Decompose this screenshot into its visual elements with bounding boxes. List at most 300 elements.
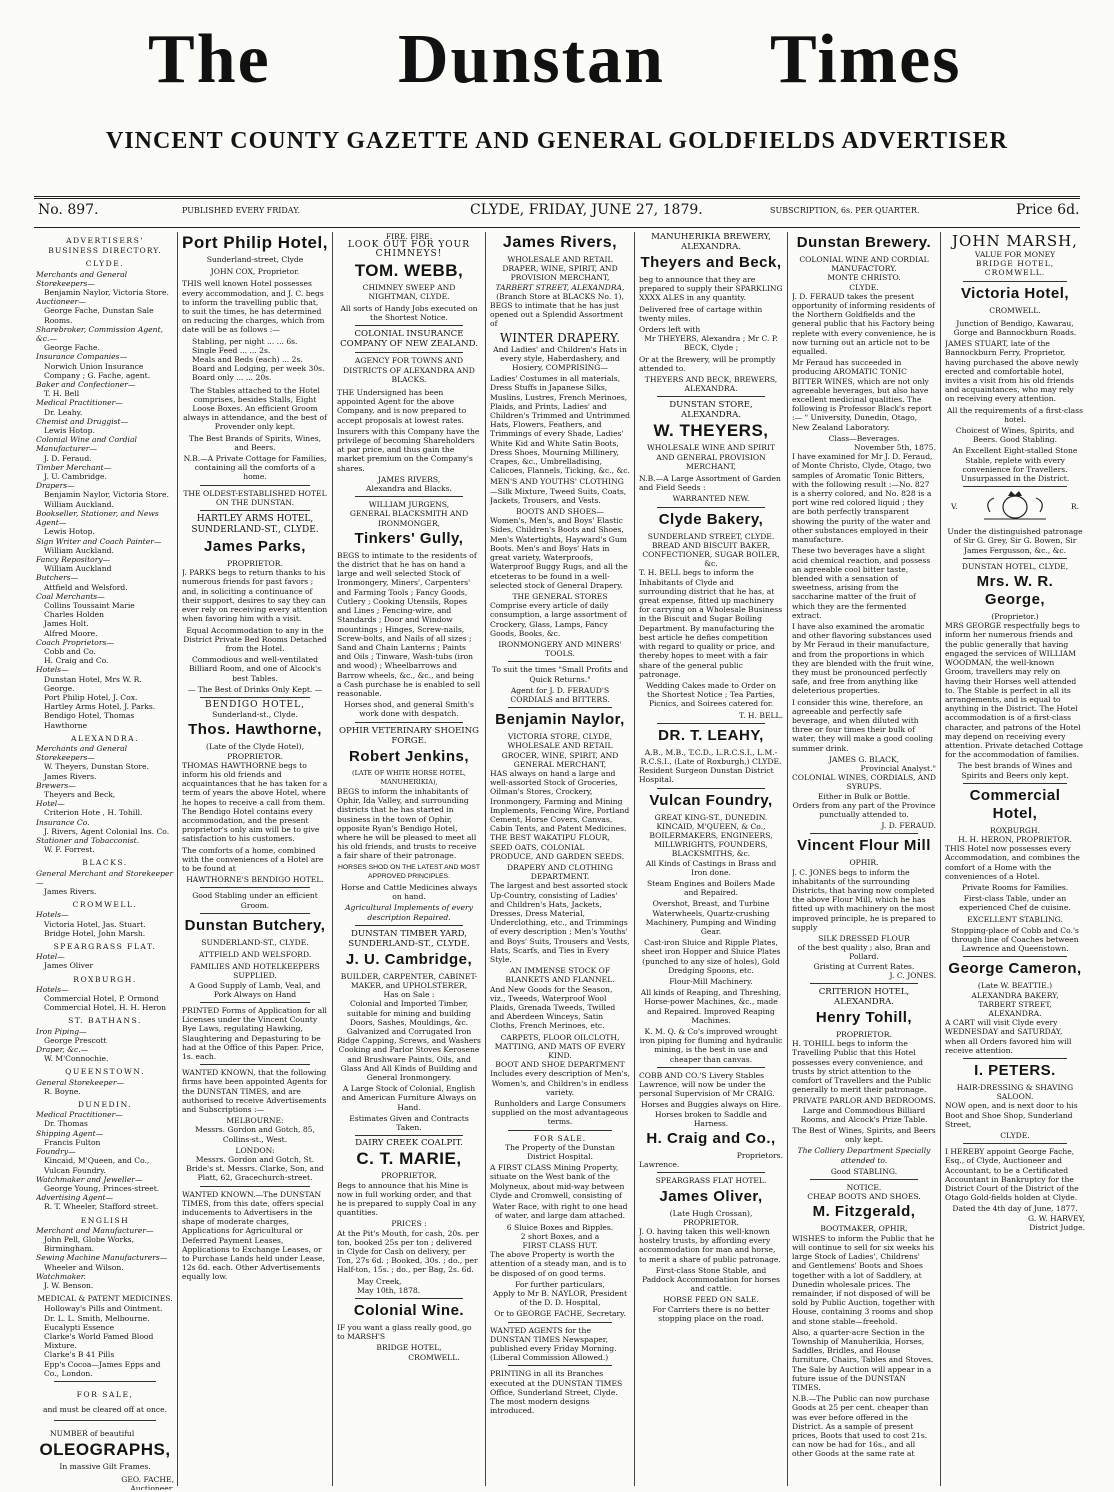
w-theyers-name: W. THEYERS, bbox=[653, 421, 769, 441]
w-theyers-role: WHOLESALE WINE AND SPIRIT AND GENERAL PROVISION MERCHANT, bbox=[646, 443, 776, 471]
price: Price 6d. bbox=[1016, 202, 1080, 218]
list-item: Dr. L. L. Smith, Melbourne. bbox=[44, 1313, 150, 1323]
william-jurgens-name: WILLIAM JURGENS, bbox=[368, 500, 450, 510]
list-item: General Storekeeper— bbox=[36, 1077, 125, 1087]
vulcan-reaping: All kinds of Reaping, and Threshing, Horse-power Machines, &c., made and Repaired. Improved Reaping Machines. bbox=[640, 988, 782, 1025]
list-item: J. W. Benson. bbox=[44, 1280, 94, 1290]
list-item: Stabling, per night ... ... 6s. bbox=[192, 336, 298, 346]
list-item: Sewing Machine Manufacturers— bbox=[36, 1253, 168, 1263]
robert-jenkins-text: BEGS to inform the inhabitants of Ophir, Ida Valley, and surrounding districts that he has started in business in the town of Ophir, opposite Ryan's Bendigo Hotel, where he will be pleased to meet all his old friends, and trusts to receive a fair share of their patronage. bbox=[337, 786, 477, 861]
divider bbox=[355, 325, 463, 326]
list-item: John Pell, Globe Works, Birmingham. bbox=[44, 1234, 134, 1254]
h-craig-name: H. Craig and Co., bbox=[646, 1130, 776, 1148]
top-rule bbox=[34, 196, 1080, 197]
commercial-hotel-town: ROXBURGH. bbox=[989, 825, 1040, 835]
dunstan-butchery-title: Dunstan Butchery, bbox=[184, 916, 326, 934]
henry-tohill-role: PROPRIETOR. bbox=[836, 1030, 892, 1040]
ju-cambridge-text: Colonial and Imported Timber, suitable for mining and building Doors, Sashes, Mouldings, &c. Galvanized and Corrugated Iron Ridge Capping, Screws, and Washers Cooking and Parlor Stoves Kerosene and Brushware Paints, Oils, and Glass And All Kinds of Building and General Ironmongery. bbox=[337, 999, 481, 1083]
for-sale-hut: FIRST CLASS HUT. bbox=[522, 1240, 598, 1250]
tom-webb-jobs: All sorts of Handy Jobs executed on the Shortest Notice. bbox=[340, 304, 478, 323]
london-agents: Messrs. Gordon and Gotch, St. Bride's st. Messrs. Clarke, Son, and Platt, 62, Gracechurch-street. bbox=[186, 1155, 324, 1183]
list-item: Eucalypti Essence bbox=[44, 1322, 115, 1332]
james-oliver-carriers: For Carriers there is no better stopping place on the road. bbox=[652, 1304, 770, 1323]
commercial-hotel-table: First-class Table, under an experienced Chef de cuisine. bbox=[959, 894, 1071, 913]
list-item: James Rivers. bbox=[44, 887, 97, 897]
tom-webb-name: TOM. WEBB, bbox=[354, 260, 464, 280]
tom-webb-role: CHIMNEY SWEEP AND NIGHTMAN, CLYDE. bbox=[362, 282, 456, 301]
list-item: Advertising Agent— bbox=[36, 1193, 114, 1203]
list-item: Drapers— bbox=[36, 481, 75, 491]
suit-times-text: To suit the times "Small Profits and Quick Returns." bbox=[491, 665, 629, 684]
list-item: R. T. Wheeler, Stafford street. bbox=[44, 1202, 159, 1212]
james-rivers-role: WHOLESALE AND RETAIL DRAPER, WINE, SPIRIT, AND PROVISION MERCHANT, bbox=[502, 255, 618, 283]
hartley-arms-title: HARTLEY ARMS HOTEL, SUNDERLAND-ST., CLYDE. bbox=[191, 514, 319, 536]
hartley-billiard: Commodious and well-ventilated Billiard Room, and one of Alcock's best Tables. bbox=[188, 655, 322, 683]
boots-shoes-heading: BOOTS AND SHOES— bbox=[516, 507, 604, 517]
list-item: Theyers and Beck, bbox=[44, 789, 116, 799]
list-item: Insurance Companies— bbox=[36, 352, 128, 362]
james-rivers-branch: (Branch Store at BLACKS No. 1), bbox=[496, 291, 624, 301]
benjamin-naylor-text: HAS always on hand a large and well-assorted Stock of Groceries, Oilman's Stores, Crockery, Ironmongery, Farming and Mining Implements, Fencing Wire, Portland Cement, Horse Covers, Canvas, Cabin Tents, and Patent Medicines. THE BEST WAKATIPU FLOUR, SEED OATS, COLONIAL PRODUCE, AND GARDEN SEEDS. bbox=[490, 768, 630, 861]
ironmongery-heading: IRONMONGERY AND MINERS' TOOLS. bbox=[498, 639, 622, 659]
general-stores-text: Comprise every article of daily consumption, a large assortment of Crockery, Glass, Lamps, Fancy Goods, Books, &c. bbox=[490, 601, 627, 638]
list-item: William Auckland. bbox=[44, 499, 114, 509]
dunstan-store-title: DUNSTAN STORE, ALEXANDRA. bbox=[669, 400, 753, 421]
for-sale-apply: Apply to Mr B. NAYLOR, President of the D. D. Hospital, bbox=[492, 1288, 628, 1308]
list-item: Foundry— bbox=[36, 1147, 76, 1157]
port-philip-nb: N.B.—A Private Cottage for Families, containing all the comforts of a home. bbox=[183, 454, 327, 482]
vulcan-overshot: Overshot, Breast, and Turbine Waterwheels, Quartz-crushing Machinery, Pumping and Winding Gear. bbox=[645, 899, 777, 936]
port-philip-proprietor: JOHN COX, Proprietor. bbox=[210, 267, 300, 277]
column-separator bbox=[177, 232, 178, 1486]
list-item: Benjamin Naylor, Victoria Store. bbox=[44, 490, 169, 500]
divider bbox=[200, 485, 310, 486]
divider bbox=[355, 1298, 463, 1299]
clyde-bakery-cakes: Wedding Cakes made to Order on the Shortest Notice ; Tea Parties, Picnics, and Soirees catered for. bbox=[646, 680, 776, 709]
divider bbox=[355, 352, 463, 353]
list-item: Auctioneer— bbox=[36, 297, 86, 307]
vulcan-castiron: Cast-iron Sluice and Ripple Plates, sheet iron Hopper and Sluice Plates (punched to any size of holes), Gold Dredging Spoons, etc. bbox=[641, 938, 781, 975]
for-sale-further: For further particulars, bbox=[515, 1279, 605, 1289]
column-separator bbox=[940, 232, 941, 1486]
vulcan-foundry-title: Vulcan Foundry, bbox=[649, 791, 773, 809]
list-item: Dunstan Hotel, Mrs W. R. George. bbox=[44, 674, 142, 693]
directory-town: MEDICAL & PATENT MEDICINES. bbox=[37, 1294, 173, 1304]
forsale-text: and must be cleared off at once. bbox=[42, 1405, 167, 1415]
hartley-accommodation: Equal Accommodation to any in the District Private Bed Rooms Detached from the Hotel. bbox=[183, 625, 327, 653]
list-item: Collins Toussaint Marie bbox=[44, 600, 135, 610]
tinkers-gully-title: Tinkers' Gully, bbox=[354, 529, 464, 547]
vulcan-foundry-address: GREAT KING-ST., DUNEDIN. bbox=[654, 812, 768, 822]
list-item: Hartley Arms Hotel, J. Parks. bbox=[44, 702, 156, 712]
list-item: Sharebroker, Commission Agent, &c.— bbox=[36, 324, 164, 344]
oldest-hotel: THE OLDEST-ESTABLISHED HOTEL ON THE DUNSTAN. bbox=[183, 488, 327, 507]
list-item: Medical Practitioner— bbox=[36, 398, 123, 408]
oleographs-role: Auctioneer. bbox=[130, 1483, 174, 1490]
dairy-creek-title: DAIRY CREEK COALPIT. bbox=[355, 1138, 463, 1149]
john-marsh-name: JOHN MARSH, bbox=[952, 232, 1078, 250]
list-item: Bridge Hotel, John Marsh. bbox=[44, 928, 146, 938]
victoria-store-label: VICTORIA STORE, CLYDE, bbox=[507, 732, 613, 742]
directory-town: CLYDE. bbox=[85, 259, 125, 269]
victoria-hotel-junction: Junction of Bendigo, Kawarau, Gorge and Bannockburn Roads. bbox=[953, 318, 1077, 338]
directory-title: BUSINESS DIRECTORY. bbox=[48, 246, 162, 256]
masthead-word-times: Times bbox=[770, 21, 962, 98]
printed-forms-text: PRINTED Forms of Application for all Licenses under the Vincent County Bye Laws, regulating Hawking, Slaughtering and Depasturing to be had at the Office of this Paper. Price, 1s. each. bbox=[182, 1006, 327, 1062]
m-fitzgerald-nb: N.B.—The Public can now purchase Goods at 25 per cent. cheaper than was ever before offered in the District. As a sample of present prices, Boots that used to cost 21s. can now be had for 16s., and all other Goods at the same rate at bbox=[792, 1394, 930, 1459]
w-theyers-nb: N.B.—A Large Assortment of Garden and Field Seeds : bbox=[639, 474, 781, 493]
list-item: Clarke's B 41 Pills bbox=[44, 1350, 115, 1360]
divider bbox=[200, 697, 310, 698]
list-item: Port Philip Hotel, J. Cox. bbox=[44, 692, 138, 702]
list-item: Single Feed ... ... 2s. bbox=[192, 345, 271, 355]
divider bbox=[508, 707, 612, 708]
bendigo-hotel-title: BENDIGO HOTEL, bbox=[205, 699, 305, 710]
theyers-beck-delivered: Delivered free of cartage within twenty miles. bbox=[639, 304, 763, 323]
colonial-insurance-text: THE Undersigned has been appointed Agent for the above Company, and is now prepared to accept proposals at lowest rates. bbox=[337, 388, 467, 425]
list-item: Charles Holden bbox=[44, 610, 104, 620]
victoria-hotel-stable: An Excellent Eight-stalled Stone Stable, replete with every convenience for Travellers. Unsurpassed in the District. bbox=[952, 446, 1078, 484]
london-label: LONDON: bbox=[235, 1145, 275, 1155]
for-sale-body: A FIRST CLASS Mining Property, situate on the West bank of the Molyneux, about mid-way between Clyde and Cromwell, consisting of bbox=[490, 1163, 625, 1200]
list-item: George Young, Princes-street. bbox=[44, 1183, 160, 1193]
i-peters-text: NOW open, and is next door to his Boot and Shoe Shop, Sunderland Street, bbox=[945, 1101, 1078, 1129]
list-item: Merchant and Manufacturer— bbox=[36, 1225, 154, 1235]
column-7 bbox=[945, 232, 1085, 1490]
james-rivers-title: James Rivers, bbox=[502, 234, 618, 251]
harvey-role: District Judge. bbox=[1029, 1222, 1085, 1232]
carpets-heading: CARPETS, FLOOR OILCLOTH, MATTING, AND MATS OF EVERY KIND. bbox=[494, 1032, 626, 1061]
list-item: T. H. Bell bbox=[44, 389, 80, 399]
mrs-george-name: Mrs. W. R. George, bbox=[976, 573, 1054, 609]
divider bbox=[963, 558, 1067, 559]
victoria-hotel-choicest: Choicest of Wines, Spirits, and Beers. Good Stabling. bbox=[955, 426, 1075, 445]
dunstan-hotel-title: DUNSTAN HOTEL, CLYDE, bbox=[961, 561, 1069, 571]
dateline: CLYDE, FRIDAY, JUNE 27, 1879. bbox=[470, 202, 703, 218]
divider bbox=[200, 1064, 310, 1065]
list-item: Sign Writer and Coach Painter— bbox=[36, 536, 162, 546]
column-5 bbox=[639, 232, 783, 1490]
divider bbox=[200, 1002, 310, 1003]
list-item: James Rivers. bbox=[44, 771, 97, 781]
divider bbox=[200, 1186, 310, 1187]
fire-heading: FIRE. FIRE. bbox=[385, 232, 433, 241]
commercial-hotel-text: THIS Hotel now possesses every Accommodation, and combines the comfort of a Home with the conveniences of a Hotel. bbox=[945, 844, 1080, 881]
list-item: Coach Proprietors— bbox=[36, 637, 114, 647]
list-item: R. Boyne. bbox=[44, 1086, 81, 1096]
list-item: W. M'Connochie. bbox=[44, 1054, 109, 1064]
ju-cambridge-name: J. U. Cambridge, bbox=[345, 950, 473, 968]
list-item: Commercial Hotel, P. Ormond bbox=[44, 994, 159, 1004]
wanted-known-2-text: WANTED KNOWN.—The DUNSTAN TIMES, from this date, offers special inducements to Advertisers in the shape of moderate charges, Applications for Agricultural or Deferred Payment Leases, Applications to Exchange Leases, or to Purchase Lands held under Lease, 12s 6d. each. Other Advertisements equally low. bbox=[182, 1189, 325, 1282]
william-jurgens-horses: Horses shod, and general Smith's work done with despatch. bbox=[344, 700, 474, 719]
column-6 bbox=[792, 232, 936, 1490]
royal-v-letter: V. bbox=[951, 502, 958, 512]
bendigo-text: THOMAS HAWTHORNE begs to inform his old friends and acquaintances that he has taken for a term of years the above Hotel, where he hopes to receive a call from them. The Bendigo Hotel contains every accommodation, and the present proprietor's only aim will be to give satisfaction to his customers. bbox=[182, 760, 328, 844]
robert-jenkins-late: (LATE OF WHITE HORSE HOTEL, MANUHERIKIA), bbox=[352, 768, 466, 786]
cobb-co-text: COBB AND CO.'S Livery Stables Lawrence, will now be under the personal Supervision of Mr CRAIG. bbox=[639, 1070, 775, 1099]
patronage-text: Under the distinguished patronage of Sir G. Grey, Sir G. Bowen, Sir James Fergusson, &c., &c. bbox=[947, 527, 1083, 555]
list-item: Draper, &c.— bbox=[36, 1045, 89, 1055]
list-item: J. D. Feraud. bbox=[44, 453, 92, 463]
thos-hawthorne-role: PROPRIETOR. bbox=[227, 751, 283, 761]
w-theyers-warranted: WARRANTED NEW. bbox=[672, 494, 750, 504]
list-item: Hotel— bbox=[36, 799, 65, 809]
masthead-word-the: The bbox=[148, 21, 271, 98]
bridge-hotel-label: BRIDGE HOTEL, CROMWELL. bbox=[975, 259, 1055, 278]
list-item: Watchmaker. bbox=[36, 1271, 86, 1281]
directory-town: DUNEDIN. bbox=[77, 1100, 133, 1110]
value-for-money: VALUE FOR MONEY bbox=[974, 250, 1056, 259]
divider bbox=[355, 925, 463, 926]
feraud-class: Class—Beverages. bbox=[828, 433, 900, 443]
list-item: Board and Lodging, per week 30s. bbox=[192, 364, 325, 374]
james-parks-name: James Parks, bbox=[204, 538, 306, 556]
divider bbox=[963, 783, 1067, 784]
royal-crest-row bbox=[945, 490, 1085, 524]
harvey-notice-date: Dated the 4th day of June, 1877. bbox=[952, 1204, 1078, 1214]
victoria-hotel-requirements: All the requirements of a first-class hotel. bbox=[947, 405, 1083, 424]
new-goods-text: And New Goods for the Season, viz., Tweeds, Waterproof Wool Plaids, Grenada Tweeds, Twilled and Aberdeen Winceys, Satin Cloths, French Merinoes, etc. bbox=[490, 984, 616, 1031]
harvey-signature: G. W. HARVEY, bbox=[1028, 1213, 1085, 1223]
harvey-notice-text: I HEREBY appoint George Fache, Esq., of Clyde, Auctioneer and Accountant, to be a Certificated Accountant in Bankruptcy for the District Court of the District of the Otago Gold-fields holden at Clyde. bbox=[945, 1147, 1079, 1203]
list-item: Hotel— bbox=[36, 952, 65, 962]
for-sale-or: Or to GEORGE FACHE, Secretary. bbox=[494, 1309, 626, 1319]
clyde-bakery-text: T. H. BELL begs to inform the Inhabitants of Clyde and surrounding district that he has, at great expense, fitted up machinery for carrying on a Wholesale Business in the Biscuit and Sugar Boiling Department. By manufacturing the best article he defies competition with regard to quality or price, and thereby hopes to meet with a fair share of the general public patronage. bbox=[639, 568, 783, 679]
divider bbox=[657, 788, 765, 789]
list-item: Baker and Confectioner— bbox=[36, 380, 136, 390]
for-sale-water: Water Race, with right to one head of water, and large dam attached. bbox=[492, 1202, 628, 1221]
boots-shoes-text: Women's, Men's, and Boys' Elastic Sides, Children's Boots and Shoes, Men's Watertights, Hayward's Gum Boots. Men's and Boys' Hats in great variety, Waterproofs, Waterproof Buggy Rugs, and all the etceteras to be found in a well-selected stock of General Drapery. bbox=[490, 516, 628, 590]
theyers-beck-name: Theyers and Beck, bbox=[640, 254, 782, 271]
royal-crest-icon bbox=[980, 490, 1050, 522]
divider bbox=[54, 1381, 156, 1382]
divider bbox=[508, 1322, 612, 1323]
dunstan-timber-yard-title: DUNSTAN TIMBER YARD, SUNDERLAND-ST., CLYDE. bbox=[348, 928, 470, 949]
robert-jenkins-name: Robert Jenkins, bbox=[348, 747, 470, 765]
william-jurgens-role: GENERAL BLACKSMITH AND IRONMONGER, bbox=[349, 509, 469, 528]
thos-hawthorne-late: (Late of the Clyde Hotel), bbox=[206, 742, 304, 752]
dunstan-butchery-address: SUNDERLAND-ST., CLYDE. bbox=[201, 937, 309, 947]
dunstan-brewery-title: Dunstan Brewery. bbox=[796, 234, 932, 251]
monte-christo-town: CLYDE. bbox=[849, 282, 879, 292]
list-item: Brewers— bbox=[36, 780, 76, 790]
drapery-department-heading: DRAPERY AND CLOTHING DEPARTMENT. bbox=[507, 862, 613, 882]
divider bbox=[508, 661, 612, 662]
list-item: J. U. Cambridge. bbox=[44, 472, 107, 482]
h-craig-proprietors: Proprietors. bbox=[736, 1151, 783, 1161]
port-philip-brands: The Best Brands of Spirits, Wines, and Beers. bbox=[188, 433, 322, 452]
list-item: Commercial Hotel, H. H. Heron bbox=[44, 1003, 167, 1013]
speargrass-hotel-title: SPEARGRASS FLAT HOTEL. bbox=[655, 1176, 767, 1186]
issue-number: No. 897. bbox=[38, 202, 99, 218]
james-rivers-address: TARBERT STREET, ALEXANDRA, bbox=[495, 282, 625, 292]
feraud-report-4: I consider this wine, therefore, an agreeable and perfectly safe beverage, and when diluted with three or four times their bulk of water, they will make a good cooling summer drink. bbox=[792, 697, 933, 753]
commercial-hotel-proprietor: H. H. HERON, PROPRIETOR. bbox=[958, 834, 1072, 844]
divider bbox=[810, 1179, 918, 1180]
ct-marie-prices-label: PRICES : bbox=[391, 1219, 427, 1229]
james-oliver-role: PROPRIETOR. bbox=[683, 1217, 739, 1227]
william-jurgens-text: BEGS to intimate to the residents of the district that he has on hand a large and well selected Stock of Ironmongery, Miners', Carpenters' and Farming Tools ; Fancy Goods, Cutlery ; Cooking Utensils, Ropes and Lines ; Fencing-wire, and Standards ; Door and Window mountings ; Hinges, Screw-nails, Screw-bolts, and Nails of all sizes ; Sand and Chain Lanterns ; Paints and Oils ; Tinware, Wash-tubs (iron and wood) ; Wheelbarrows and Barrow wheels, &c., &c., and being a Cash purchase he is enabled to sell reasonable. bbox=[337, 550, 481, 698]
ophir-veterinary-title: OPHIR VETERINARY SHOEING FORGE. bbox=[338, 725, 480, 746]
list-item: Meals and Beds (each) ... 2s. bbox=[192, 355, 303, 365]
i-peters-name: I. PETERS. bbox=[974, 1062, 1056, 1079]
colonial-wine-manufactory: COLONIAL WINE AND CORDIAL MANUFACTORY. bbox=[799, 255, 929, 274]
list-item: W. F. Forrest. bbox=[44, 845, 95, 855]
benjamin-naylor-name: Benjamin Naylor, bbox=[495, 711, 625, 729]
feraud-orders: Orders from any part of the Province punctually attended to. bbox=[792, 800, 936, 819]
oleographs-title: OLEOGRAPHS, bbox=[39, 1439, 171, 1459]
george-cameron-late: (Late W. BEATTIE.) bbox=[977, 981, 1053, 991]
column-3 bbox=[337, 232, 481, 1490]
silk-dressed-flour: SILK DRESSED FLOUR bbox=[818, 934, 910, 944]
bendigo-hotel-address: Sunderland-st., Clyde. bbox=[212, 710, 298, 720]
info-bar bbox=[34, 202, 1080, 226]
list-item: Coal Merchants— bbox=[36, 591, 105, 601]
drapery-department-text: The largest and best assorted stock Up-Country, consisting of Ladies' and Children's Hats, Jackets, Dresses, Dress Material, Underclothing, etc., and Trimmings of every description ; Men's Youths' and Boys' Suits, Trousers and Vests, Hats, Scarfs, and Ties in Every Style. bbox=[490, 881, 630, 965]
divider bbox=[200, 510, 310, 511]
dr-leahy-qualifications: A.B., M.B., T.C.D., L.R.C.S.I., L.M.-R.C.S.I., (Late of Roxburgh,) CLYDE. bbox=[640, 747, 782, 766]
colliery-department: The Colliery Department Specially attended to. bbox=[797, 1146, 931, 1165]
vulcan-engines: Steam Engines and Boilers Made and Repaired. bbox=[646, 878, 776, 898]
m-fitzgerald-role: BOOTMAKER, OPHIR, bbox=[820, 1224, 908, 1234]
list-item: Clarke's World Famed Blood Mixture. bbox=[44, 1331, 154, 1351]
column-separator bbox=[332, 232, 333, 1486]
column-separator bbox=[787, 232, 788, 1486]
colonial-wine-text: IF you want a glass really good, go to MARSH'S bbox=[337, 1323, 472, 1342]
list-item: Epp's Cocoa—James Epps and Co., London. bbox=[44, 1359, 161, 1378]
feraud-analyst-role: Provincial Analyst." bbox=[860, 763, 936, 773]
ju-cambridge-estimates: Estimates Given and Contracts Taken. bbox=[349, 1113, 469, 1133]
divider bbox=[657, 1172, 765, 1173]
victoria-hotel-text: JAMES STUART, late of the Bannockburn Ferry, Proprietor, having purchased the above newly erected and comfortable hotel, invites a visit from his old friends and acquaintances, who may rely on receiving every attention. bbox=[945, 339, 1079, 404]
list-item: Dr. Leahy. bbox=[44, 407, 83, 417]
list-item: Bookseller, Stationer, and News Agent— bbox=[36, 508, 159, 528]
column-4 bbox=[490, 232, 630, 1490]
top-rule-2 bbox=[34, 198, 1080, 199]
robert-jenkins-agricultural: Agricultural Implements of every description Repaired. bbox=[345, 903, 473, 922]
feraud-bulk: Either in Bulk or Bottle. bbox=[817, 791, 911, 801]
divider bbox=[200, 887, 310, 888]
directory-town: ROXBURGH. bbox=[73, 974, 137, 984]
good-stabling: Good STABLING. bbox=[830, 1166, 898, 1176]
list-item: Hotels— bbox=[36, 910, 69, 920]
james-oliver-stable: First-class Stone Stable, and Paddock Accommodation for horses and cattle. bbox=[642, 1265, 780, 1294]
theyers-beck-orders-3: Or at the Brewery, will be promptly attended to. bbox=[639, 354, 776, 373]
george-cameron-name: George Cameron, bbox=[948, 960, 1082, 978]
m-fitzgerald-text-2: Also, a quarter-acre Section in the Township of Manuherikia, Horses, Saddles, Bridles, and House furniture, Chairs, Tables and Stoves. The Sale by Auction will appear in a future issue of the DUNSTAN TIMES. bbox=[792, 1327, 934, 1392]
vincent-flour-mill-title: Vincent Flour Mill bbox=[797, 837, 931, 855]
cobb-co-horses: Horses and Buggies always on Hire. Horses broken to Saddle and Harness. bbox=[641, 1100, 781, 1128]
victoria-hotel-title: Victoria Hotel, bbox=[960, 284, 1070, 302]
blankets-heading: AN IMMENSE STOCK OF BLANKETS AND FLANNEL. bbox=[505, 966, 615, 985]
mrs-george-text: MRS GEORGE respectfully begs to inform her numerous friends and the public generally that having engaged the services of WILLIAM WOODMAN, the well-known Groom, travellers may rely on having their Horses well attended to. The Stable is perfect in all its arrangements, and is equal to anything in the District. The Hotel accommodation is of a first-class character, and patrons of the Hotel may depend on receiving every attention. Private detached Cottage for the accommodation of families. bbox=[945, 621, 1083, 760]
feraud-text-2: Mr Feraud has succeeded in producing AROMATIC TONIC BITTER WINES, which are not only agreeable beverages, but also have excellent medicinal qualities. The following is Professor Black's report :— " University, Dunedin, Otago, New Zealand Laboratory. bbox=[792, 358, 932, 432]
list-item: Holloway's Pills and Ointment. bbox=[44, 1304, 163, 1314]
commercial-hotel-rooms: Private Rooms for Families. bbox=[961, 882, 1069, 892]
list-item: George Fache, Dunstan Sale Rooms. bbox=[44, 306, 154, 325]
list-item: Butchers— bbox=[36, 573, 79, 583]
hartley-drinks: — The Best of Drinks Only Kept. — bbox=[187, 684, 323, 694]
m-fitzgerald-name: M. Fitzgerald, bbox=[812, 1203, 916, 1221]
royal-r-letter: R. bbox=[1070, 502, 1079, 512]
divider bbox=[355, 722, 463, 723]
list-item: Medical Practitioner— bbox=[36, 1110, 123, 1120]
port-philip-stables: The Stables attached to the Hotel comprises, besides Stalls, Eight Loose Boxes. An efficient Groom always in attendance, and the best of Provender only kept. bbox=[183, 385, 327, 432]
clyde-bakery-role: BREAD AND BISCUIT BAKER, CONFECTIONER, SUGAR BOILER, &c. bbox=[642, 540, 780, 569]
james-oliver-text: J. O. having taken this well-known hostelry trusts, by affording every accommodation for man and horse, to merit a share of public patronage. bbox=[639, 1227, 781, 1264]
list-item: Chemist and Druggist— bbox=[36, 416, 129, 426]
jc-jones-signature: J. C. JONES. bbox=[889, 970, 936, 980]
divider bbox=[657, 396, 765, 397]
gristing: Gristing at Current Rates. bbox=[813, 961, 915, 971]
list-item: William Auckland. bbox=[44, 545, 114, 555]
james-parks-text: J. PARKS begs to return thanks to his numerous friends for past favors ; and, in soliciting a continuance of their support, desires to say they can ever rely on receiving every attention when favoring him with a visit. bbox=[182, 568, 328, 624]
clyde-bakery-title: Clyde Bakery, bbox=[658, 510, 764, 528]
colonial-insurance-text-2: Insurers with this Company have the privilege of becoming Shareholders at par price, and thus gain the market premium on the Company's shares. bbox=[337, 426, 480, 473]
i-peters-role: HAIR-DRESSING & SHAVING SALOON. bbox=[956, 1083, 1074, 1102]
best-wines: The Best of Wines, Spirits, and Beers only kept. bbox=[792, 1126, 936, 1145]
benjamin-naylor-role: WHOLESALE AND RETAIL GROCER, WINE, SPIRIT, AND GENERAL MERCHANT, bbox=[501, 741, 619, 769]
notice-heading: NOTICE. bbox=[846, 1183, 882, 1193]
bendigo-hotel-name: HAWTHORNE'S BENDIGO HOTEL. bbox=[186, 875, 324, 885]
divider bbox=[200, 913, 310, 914]
list-item: Benjamin Naylor, Victoria Store. bbox=[44, 288, 169, 298]
divider bbox=[54, 1420, 156, 1421]
list-item: J. Rivers, Agent Colonial Ins. Co. bbox=[44, 826, 170, 836]
vincent-flour-mill-text: J. C. JONES begs to inform the inhabitants of the surrounding Districts, that having now completed the above Flour Mill, which he has fitted up with machinery on the most improved principle, he is prepared to supply bbox=[792, 867, 936, 932]
runholders-text: Runholders and Large Consumers supplied on the most advantageous terms. bbox=[491, 1099, 629, 1127]
henry-tohill-text: H. TOHILL begs to inform the Travelling Public that this Hotel possesses every convenience, and trusts by strict attention to the comfort of Travellers and the Public generally to merit their patronage. bbox=[792, 1039, 932, 1095]
h-craig-town: Lawrence. bbox=[639, 1160, 680, 1170]
port-philip-hotel-title: Port Philip Hotel, bbox=[182, 233, 328, 252]
directory-town: ENGLISH bbox=[80, 1215, 130, 1225]
commercial-hotel-stabling: EXCELLENT STABLING. bbox=[967, 914, 1063, 924]
list-item: Lewis Hotop. bbox=[44, 426, 95, 436]
dunstan-butchery-supply: A Good Supply of Lamb, Veal, and Pork Always on Hand bbox=[189, 980, 321, 999]
private-parlor: PRIVATE PARLOR AND BEDROOMS. bbox=[792, 1096, 936, 1106]
alexandra-bakery: ALEXANDRA BAKERY, bbox=[971, 990, 1059, 1000]
list-item: W. Theyers, Dunstan Store. bbox=[44, 762, 149, 772]
clyde-bakery-signature: T. H. BELL. bbox=[739, 710, 783, 720]
info-rule bbox=[34, 227, 1080, 228]
vulcan-foundry-firm: KINCAID, M'QUEEN, & Co., BOILERMAKERS, ENGINEERS, MILLWRIGHTS, FOUNDERS, BLACKSMITHS, &c. bbox=[649, 821, 773, 859]
divider bbox=[963, 1058, 1067, 1059]
vincent-flour-mill-town: OPHIR. bbox=[849, 858, 879, 868]
list-item: Kincaid, M'Queen, and Co., Vulcan Foundry. bbox=[44, 1156, 150, 1175]
feraud-report-3: I have also examined the aromatic and other flavoring substances used by Mr Feraud in their manufacture, and from the proportions in which they are blended with the fruit wine, they must be pronounced perfectly safe, and free from anything like deleterious properties. bbox=[792, 621, 934, 696]
divider bbox=[810, 983, 918, 984]
i-peters-town: CLYDE. bbox=[1000, 1131, 1030, 1141]
flour-quality: of the best quality ; also, Bran and Pollard. bbox=[797, 943, 931, 962]
george-cameron-town: ALEXANDRA. bbox=[988, 1008, 1042, 1018]
victoria-hotel-town: CROMWELL. bbox=[989, 305, 1041, 315]
ct-marie-text: Begs to announce that his Mine is now in full working order, and that he is prepared to supply Coal in any quantities. bbox=[337, 1180, 477, 1218]
divider bbox=[963, 1143, 1067, 1144]
commercial-hotel-title: Commercial Hotel, bbox=[969, 786, 1061, 822]
for-sale-boxes: 2 short Boxes, and a bbox=[520, 1231, 600, 1241]
oleographs-frames: In massive Gilt Frames. bbox=[59, 1461, 151, 1471]
divider bbox=[963, 486, 1067, 487]
list-item: Watchmaker and Jeweller— bbox=[36, 1174, 143, 1184]
oleographs-name: GEO. FACHE, bbox=[121, 1474, 174, 1484]
billiard-rooms: Large and Commodious Billiard Rooms, and Alcock's Prize Table. bbox=[800, 1105, 928, 1124]
robert-jenkins-medicines: Horse and Cattle Medicines always on hand. bbox=[340, 882, 478, 902]
ct-marie-place: May Creek, bbox=[357, 1276, 402, 1286]
list-item: Timber Merchant— bbox=[36, 462, 112, 472]
james-oliver-late: (Late Hugh Crossan), bbox=[669, 1208, 753, 1218]
james-parks-role: PROPRIETOR. bbox=[227, 559, 283, 569]
